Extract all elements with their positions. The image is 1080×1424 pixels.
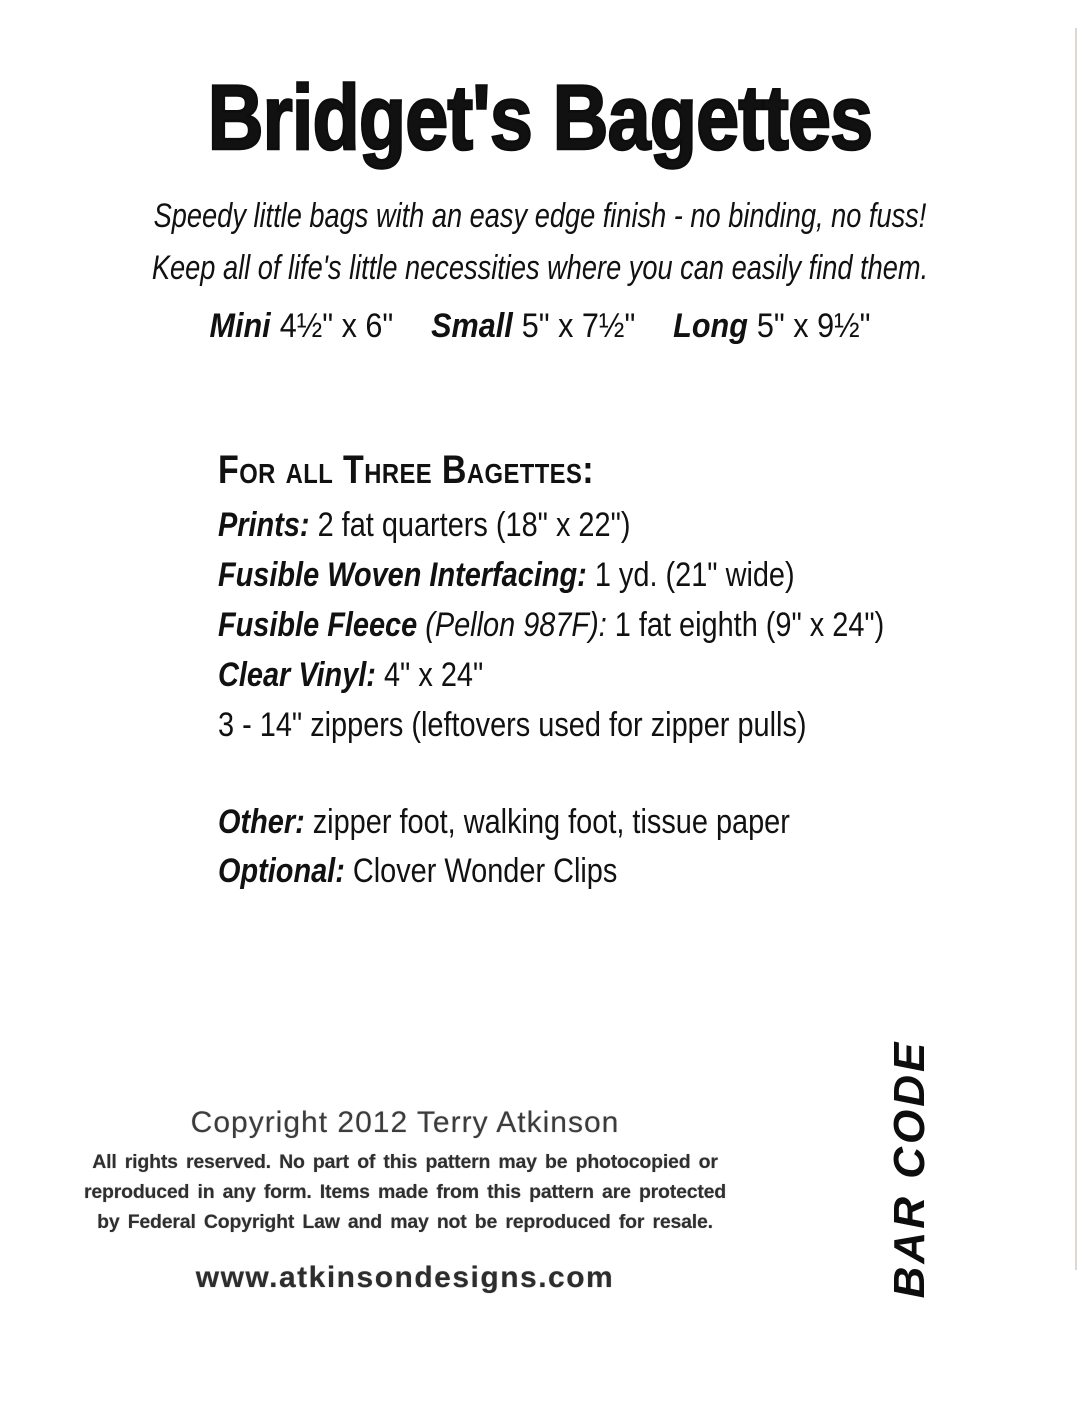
supply-item-text: 1 fat eighth (9" x 24") <box>614 606 885 644</box>
optional-label: Optional: <box>218 852 345 890</box>
other-row <box>218 798 790 847</box>
size-mini <box>210 303 394 349</box>
supply-item-text: 1 yd. (21" wide) <box>594 556 795 594</box>
supply-list <box>218 500 884 750</box>
supplies-section <box>218 448 949 890</box>
supply-item-label: Prints: <box>218 506 310 544</box>
size-long-dims: 5" x 9½" <box>756 307 871 345</box>
rights-line-1: All rights reserved. No part of this pattern may be photocopied or <box>92 1151 718 1173</box>
supply-item-label: Clear Vinyl: <box>218 656 376 694</box>
size-mini-label: Mini <box>209 307 271 345</box>
page-title: Bridget's Bagettes <box>207 67 873 169</box>
supply-item-note: (Pellon 987F): <box>425 606 607 644</box>
tagline <box>108 190 972 294</box>
copyright-block <box>55 1105 755 1237</box>
website-url: www.atkinsondesigns.com <box>195 1261 615 1294</box>
size-small <box>431 303 635 349</box>
other-label: Other: <box>218 803 305 841</box>
rights-text <box>55 1147 755 1237</box>
size-long <box>673 303 870 349</box>
size-mini-dims: 4½" x 6" <box>279 307 394 345</box>
supply-item-label: Fusible Woven Interfacing: <box>218 556 587 594</box>
supply-item-vinyl <box>218 650 884 700</box>
other-supplies <box>218 798 790 896</box>
supply-item-interfacing <box>218 550 884 600</box>
supply-item-text: 4" x 24" <box>383 656 484 694</box>
supply-item-fleece <box>218 600 884 650</box>
size-options <box>54 303 1026 349</box>
supply-item-text: 3 - 14" zippers (leftovers used for zipper pulls) <box>218 706 807 744</box>
supply-item-text: 2 fat quarters (18" x 22") <box>317 506 631 544</box>
supply-item-zippers <box>218 700 884 750</box>
supplies-heading: For all Three Bagettes: <box>218 448 595 492</box>
size-long-label: Long <box>673 307 748 345</box>
tagline-line-2: Keep all of life's little necessities where you can easily find them. <box>151 249 929 287</box>
tagline-line-1: Speedy little bags with an easy edge finish - no binding, no fuss! <box>153 197 927 235</box>
size-small-label: Small <box>431 307 513 345</box>
copyright-line: Copyright 2012 Terry Atkinson <box>190 1106 620 1139</box>
size-small-dims: 5" x 7½" <box>521 307 636 345</box>
rights-line-3: by Federal Copyright Law and may not be reproduced for resale. <box>97 1211 713 1233</box>
other-text: zipper foot, walking foot, tissue paper <box>312 803 790 841</box>
supply-item-label: Fusible Fleece <box>218 606 418 644</box>
barcode-placeholder-label: BAR CODE <box>885 1039 934 1299</box>
optional-text: Clover Wonder Clips <box>352 852 618 890</box>
scan-edge-line <box>1075 28 1077 1270</box>
optional-row <box>218 847 790 896</box>
rights-line-2: reproduced in any form. Items made from this pattern are protected <box>83 1181 727 1203</box>
supply-item-prints <box>218 500 884 550</box>
